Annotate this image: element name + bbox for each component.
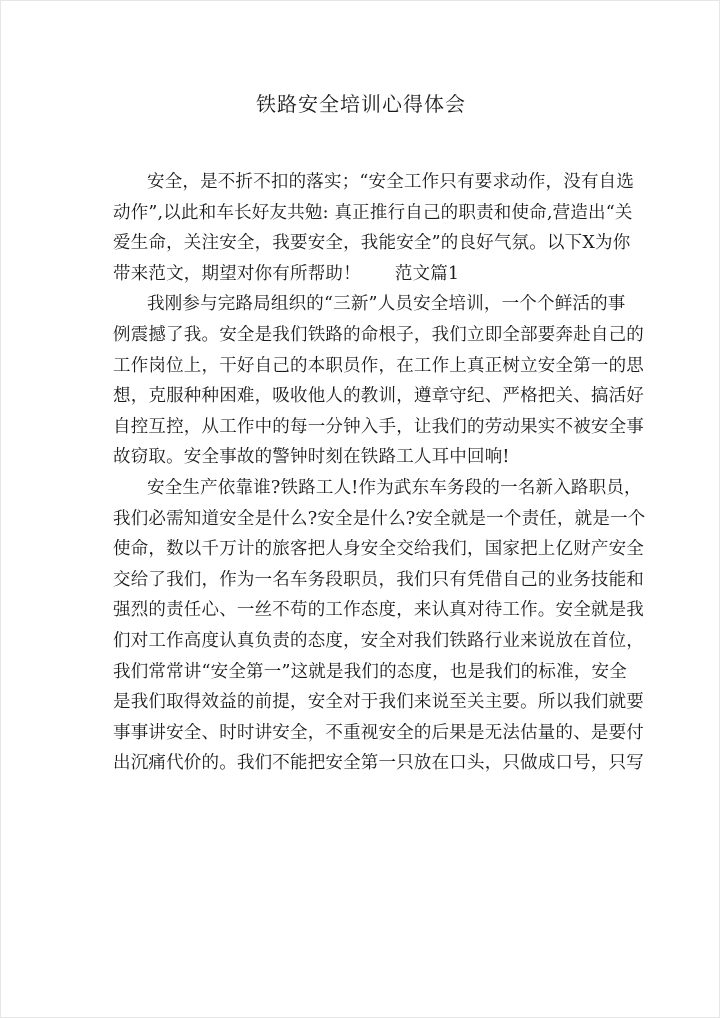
paragraph-line: 是我们取得效益的前提，安全对于我们来说至关主要。所以我们就要 [113,692,644,713]
paragraph-line: 爱生命，关注安全，我要安全，我能安全”的良好气氛。以下X为你 [113,233,631,254]
closing-sentence: 带来范文，期望对你有所帮助！ [113,263,361,284]
paragraph-2 [113,289,644,473]
paragraph-line: 故窃取。安全事故的警钟时刻在铁路工人耳中回响! [113,447,510,468]
paragraph-line: 动作”,以此和车长好友共勉: 真正推行自己的职责和使命,营造出“关 [113,202,633,223]
paragraph-line: 安全生产依靠谁?铁路工人!作为武东车务段的一名新入路职员， [147,477,642,498]
paragraph-line: 出沉痛代价的。我们不能把安全第一只放在口头，只做成口号，只写 [113,753,644,774]
paragraph-line: 交给了我们，作为一名车务段职员，我们只有凭借自己的业务技能和 [113,569,644,590]
paragraph-line: 我们常常讲“安全第一”这就是我们的态度，也是我们的标准，安全 [113,661,627,682]
paragraph-line: 工作岗位上，干好自己的本职员作，在工作上真正树立安全第一的思 [113,355,644,376]
paragraph-3 [113,473,646,779]
paragraph-line: 安全，是不折不扣的落实；“安全工作只有要求动作，没有自选 [147,172,635,192]
paragraph-line: 我们必需知道安全是什么?安全是什么?安全就是一个责任，就是一个 [113,508,646,529]
paragraph-line: 我刚参与完路局组织的“三新”人员安全培训，一个个鲜活的事 [147,294,626,315]
paragraph-line: 使命，数以千万计的旅客把人身安全交给我们，国家把上亿财产安全 [113,539,644,560]
paragraph-line: 强烈的责任心、一丝不苟的工作态度，来认真对待工作。安全就是我 [113,600,644,621]
document-title: 铁路安全培训心得体会 [256,92,466,116]
section-label: 范文篇1 [394,263,460,284]
paragraph-line [113,259,613,290]
paragraph-1 [113,167,635,289]
document-body [113,167,646,779]
paragraph-line: 自控互控，从工作中的每一分钟入手，让我们的劳动果实不被安全事 [113,416,644,437]
paragraph-line: 例震撼了我。安全是我们铁路的命根子，我们立即全部要奔赴自己的 [113,324,644,345]
paragraph-line: 想，克服种种困难，吸收他人的教训，遵章守纪、严格把关、搞活好 [113,386,644,407]
paragraph-line: 们对工作高度认真负责的态度，安全对我们铁路行业来说放在首位， [113,630,644,651]
paragraph-line: 事事讲安全、时时讲安全，不重视安全的后果是无法估量的、是要付 [113,722,644,743]
